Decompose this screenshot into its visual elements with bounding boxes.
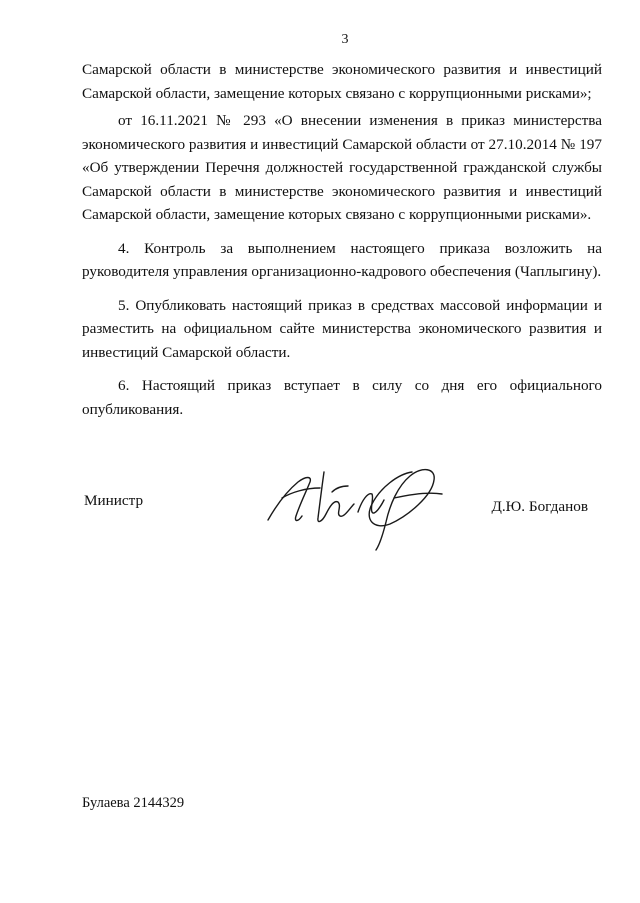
paragraph-item-4: 4. Контроль за выполнением настоящего приказа возложить на руководителя управления организационно-кадрового обеспечения (Чаплыгину). <box>82 239 602 280</box>
paragraph-continuation: Самарской области в министерстве экономического развития и инвестиций Самарской области, замещение которых связано с коррупционными рисками»; <box>82 61 602 102</box>
paragraph-item-5: 5. Опубликовать настоящий приказ в средствах массовой информации и разместить на официальном сайте министерства экономического развития и инвестиций Самарской области. <box>82 296 602 361</box>
signatory-title: Министр <box>84 492 144 509</box>
paragraph-item-6: 6. Настоящий приказ вступает в силу со дня его официального опубликования. <box>82 377 602 418</box>
executor-info: Булаева 2144329 <box>82 795 185 811</box>
signatory-name: Д.Ю. Богданов <box>491 498 588 515</box>
paragraph-order-reference: от 16.11.2021 № 293 «О внесении изменения в приказ министерства экономического развития и инвестиций Самарской области от 27.10.2014 № 197 «Об утверждении Перечня должностей государственной гражданской службы Самарской области в министерстве экономического развития и инвестиций Самарской области, замещение которых связано с коррупционными рисками». <box>82 112 602 223</box>
signature-row <box>82 492 602 532</box>
document-body <box>82 58 602 421</box>
page-number: 3 <box>341 32 349 47</box>
